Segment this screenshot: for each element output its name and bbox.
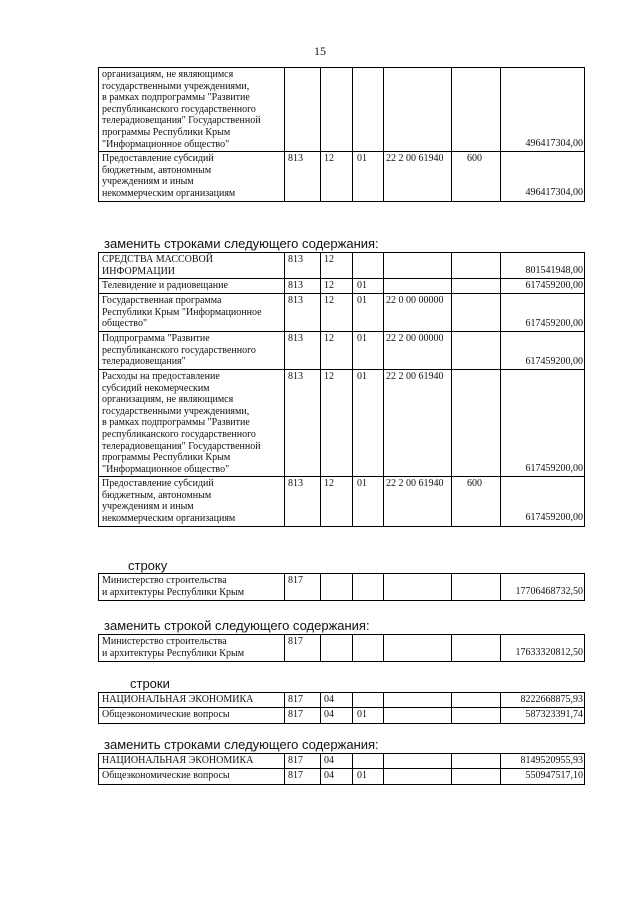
cell-name: Предоставление субсидий бюджетным, автономным учреждениям и иным некоммерческим организациям (102, 153, 236, 199)
column-divider (284, 754, 285, 784)
cell-ved: 813 (288, 280, 303, 291)
column-divider (383, 68, 384, 201)
column-divider (320, 754, 321, 784)
cell-sum: 496417304,00 (525, 138, 583, 150)
cell-ved: 813 (288, 153, 303, 164)
column-divider (284, 693, 285, 723)
cell-ved: 817 (288, 770, 303, 781)
table-row (99, 708, 584, 723)
heading-row: строку (128, 558, 168, 573)
column-divider (284, 635, 285, 661)
cell-rz: 04 (324, 709, 334, 720)
table-replacement-rows-3 (98, 753, 585, 785)
cell-sum: 617459200,00 (525, 463, 583, 475)
cell-name: НАЦИОНАЛЬНАЯ ЭКОНОМИКА (102, 755, 254, 766)
cell-sum: 8149520955,93 (520, 755, 583, 767)
table-row (99, 152, 584, 201)
cell-pr: 01 (357, 153, 367, 164)
cell-name: Министерство строительства и архитектуры Республики Крым (102, 636, 245, 659)
cell-rz: 04 (324, 694, 334, 705)
cell-ved: 817 (288, 694, 303, 705)
column-divider (320, 693, 321, 723)
column-divider (451, 574, 452, 600)
cell-name: НАЦИОНАЛЬНАЯ ЭКОНОМИКА (102, 694, 254, 705)
cell-sum: 17633320812,50 (515, 647, 583, 659)
column-divider (284, 253, 285, 526)
column-divider (352, 754, 353, 784)
table-row (99, 294, 584, 332)
cell-name: Общеэкономические вопросы (102, 709, 230, 720)
column-divider (320, 635, 321, 661)
table-row (99, 635, 584, 661)
cell-rz: 04 (324, 770, 334, 781)
cell-name: Предоставление субсидий бюджетным, автономным учреждениям и иным некоммерческим организациям (102, 478, 236, 524)
cell-name: Телевидение и радиовещание (102, 280, 228, 291)
column-divider (352, 253, 353, 526)
cell-rz: 04 (324, 755, 334, 766)
cell-rz: 12 (324, 153, 334, 164)
column-divider (500, 635, 501, 661)
cell-name: СРЕДСТВА МАССОВОЙ ИНФОРМАЦИИ (102, 254, 213, 277)
cell-sum: 496417304,00 (525, 187, 583, 199)
cell-csr: 22 2 00 61940 (386, 371, 444, 382)
cell-name: организациям, не являющимся государственными учреждениями, в рамках подпрограммы "Развитие республиканского государственного телерадиовещания" Государственной программы Республики Крым "Информационное общество" (102, 69, 261, 150)
cell-csr: 22 2 00 00000 (386, 333, 444, 344)
heading-replace-rows-2: заменить строками следующего содержания: (104, 737, 379, 752)
table-row (99, 477, 584, 526)
cell-name: Государственная программа Республики Крым "Информационное общество" (102, 295, 262, 330)
column-divider (320, 68, 321, 201)
table-row (99, 68, 584, 152)
column-divider (320, 253, 321, 526)
column-divider (500, 574, 501, 600)
heading-replace-rows-1: заменить строками следующего содержания: (104, 236, 379, 251)
heading-rows: строки (130, 676, 170, 691)
table-replacement-row-2 (98, 634, 585, 662)
cell-ved: 817 (288, 575, 303, 586)
cell-pr: 01 (357, 280, 367, 291)
table-row (99, 253, 584, 279)
cell-pr: 01 (357, 333, 367, 344)
cell-ved: 813 (288, 254, 303, 265)
cell-pr: 01 (357, 770, 367, 781)
cell-rz: 12 (324, 280, 334, 291)
cell-pr: 01 (357, 371, 367, 382)
column-divider (500, 253, 501, 526)
cell-ved: 817 (288, 636, 303, 647)
cell-ved: 813 (288, 371, 303, 382)
column-divider (352, 574, 353, 600)
table-original-rows-1 (98, 67, 585, 202)
cell-ved: 817 (288, 755, 303, 766)
column-divider (352, 635, 353, 661)
cell-name: Общеэкономические вопросы (102, 770, 230, 781)
cell-name: Министерство строительства и архитектуры Республики Крым (102, 575, 245, 598)
cell-pr: 01 (357, 295, 367, 306)
column-divider (451, 68, 452, 201)
table-original-rows-3 (98, 692, 585, 724)
column-divider (451, 635, 452, 661)
cell-csr: 22 2 00 61940 (386, 153, 444, 164)
column-divider (320, 574, 321, 600)
cell-sum: 8222668875,93 (520, 694, 583, 706)
cell-rz: 12 (324, 254, 334, 265)
column-divider (383, 635, 384, 661)
table-row (99, 370, 584, 477)
page-number: 15 (314, 44, 326, 58)
cell-pr: 01 (357, 478, 367, 489)
table-row (99, 769, 584, 784)
column-divider (284, 574, 285, 600)
column-divider (383, 754, 384, 784)
column-divider (451, 253, 452, 526)
cell-ved: 817 (288, 709, 303, 720)
cell-name: Подпрограмма "Развитие республиканского государственного телерадиовещания" (102, 333, 256, 368)
cell-sum: 801541948,00 (525, 265, 583, 277)
table-row (99, 693, 584, 708)
cell-sum: 617459200,00 (525, 280, 583, 292)
column-divider (284, 68, 285, 201)
cell-csr: 22 0 00 00000 (386, 295, 444, 306)
column-divider (451, 693, 452, 723)
table-row (99, 332, 584, 370)
column-divider (500, 68, 501, 201)
column-divider (383, 574, 384, 600)
cell-sum: 617459200,00 (525, 318, 583, 330)
cell-rz: 12 (324, 371, 334, 382)
column-divider (451, 754, 452, 784)
column-divider (500, 693, 501, 723)
cell-pr: 01 (357, 709, 367, 720)
cell-ved: 813 (288, 478, 303, 489)
table-row (99, 279, 584, 294)
cell-rz: 12 (324, 333, 334, 344)
table-replacement-rows-1 (98, 252, 585, 527)
cell-vr: 600 (467, 478, 482, 489)
column-divider (383, 253, 384, 526)
cell-sum: 17706468732,50 (515, 586, 583, 598)
table-row (99, 754, 584, 769)
column-divider (383, 693, 384, 723)
column-divider (500, 754, 501, 784)
table-row (99, 574, 584, 600)
cell-ved: 813 (288, 333, 303, 344)
cell-csr: 22 2 00 61940 (386, 478, 444, 489)
table-original-row-2 (98, 573, 585, 601)
cell-sum: 617459200,00 (525, 356, 583, 368)
column-divider (352, 693, 353, 723)
cell-sum: 550947517,10 (525, 770, 583, 782)
column-divider (352, 68, 353, 201)
heading-replace-row: заменить строкой следующего содержания: (104, 618, 370, 633)
cell-sum: 617459200,00 (525, 512, 583, 524)
cell-rz: 12 (324, 295, 334, 306)
cell-vr: 600 (467, 153, 482, 164)
cell-ved: 813 (288, 295, 303, 306)
cell-name: Расходы на предоставление субсидий некомерческим организациям, не являющимся государственными учреждениями, в рамках подпрограммы "Развитие республиканского государственного телерадиовещания" Государственной программы Республики Крым "Информационное общество" (102, 371, 261, 475)
cell-sum: 587323391,74 (525, 709, 583, 721)
cell-rz: 12 (324, 478, 334, 489)
